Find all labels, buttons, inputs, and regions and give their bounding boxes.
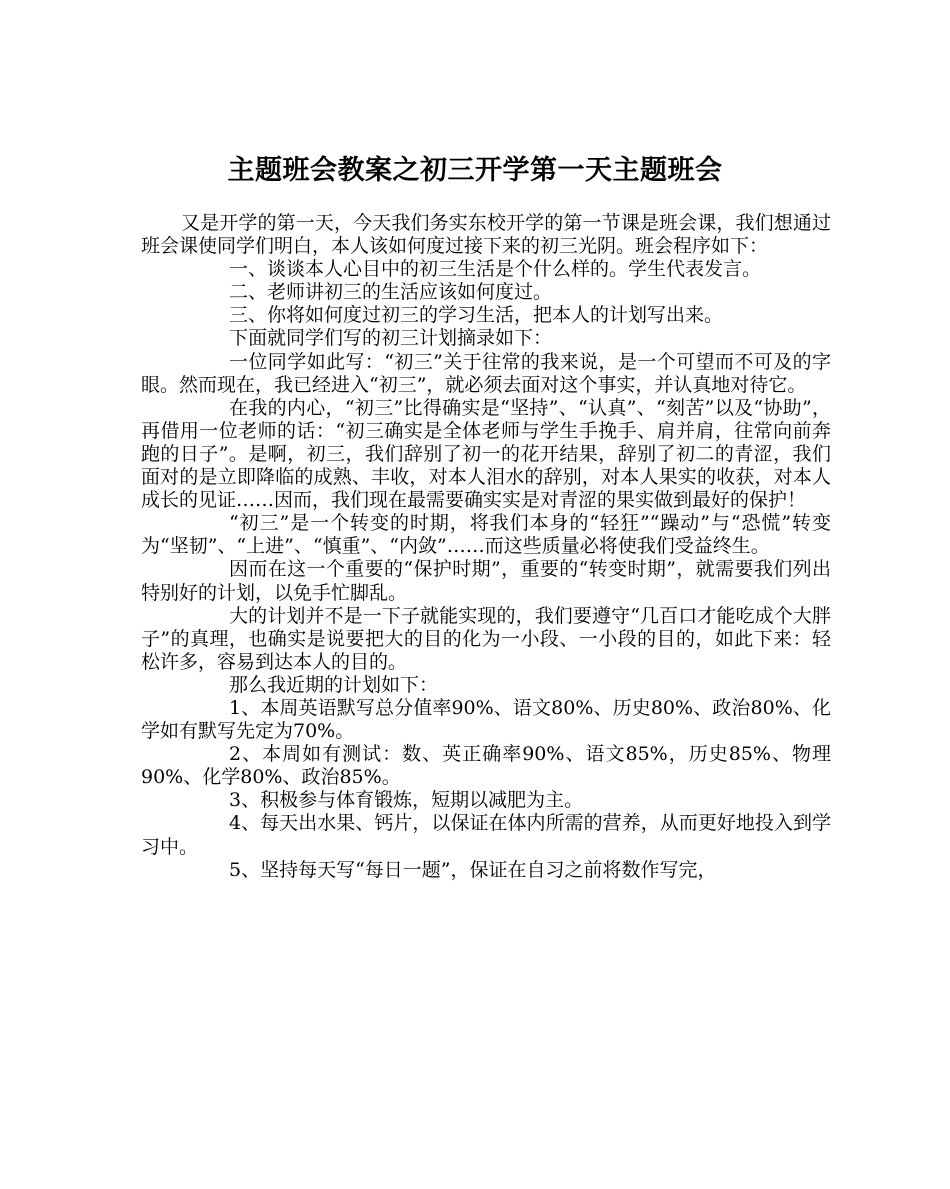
paragraph-inner-thoughts: 在我的内心，“初三”比得确实是“坚持”、“认真”、“刻苦”以及“协助”，再借用一位老师的话：“初三确实是全体老师与学生手挽手、肩并肩，往常向前奔跑的日子”。是啊，初三，我们辞别了初一的花开结果，辞别了初二的青涩，我们面对的是立即降临的成熟、丰收，对本人泪水的辞别，对本人果实的收获，对本人成长的见证……因而，我们现在最需要确实实是对青涩的果实做到最好的保护！ [141,396,831,512]
paragraph-intro: 又是开学的第一天，今天我们务实东校开学的第一节课是班会课，我们想通过班会课使同学们明白，本人该如何度过接下来的初三光阴。班会程序如下： [141,212,831,258]
paragraph-step-1: 一、谈谈本人心目中的初三生活是个什么样的。学生代表发言。 [229,258,762,281]
paragraph-step-3: 三、你将如何度过初三的学习生活，把本人的计划写出来。 [229,304,724,327]
paragraph-step-2: 二、老师讲初三的生活应该如何度过。 [229,281,553,304]
plan-item-4: 4、每天出水果、钙片，以保证在体内所需的营养，从而更好地投入到学习中。 [141,812,831,858]
paragraph-need-plan: 因而在这一个重要的“保护时期”，重要的“转变时期”，就需要我们列出特别好的计划，以免手忙脚乱。 [141,558,831,604]
paragraph-transition-period: “初三”是一个转变的时期，将我们本身的“轻狂”“躁动”与“恐慌”转变为“坚韧”、“上进”、“慎重”、“内敛”……而这些质量必将使我们受益终生。 [141,512,831,558]
plan-item-1: 1、本周英语默写总分值率90%、语文80%、历史80%、政治80%、化学如有默写先定为70%。 [141,696,831,743]
plan-item-3: 3、积极参与体育锻炼，短期以减肥为主。 [229,789,584,812]
document-body [141,212,831,882]
plan-item-2: 2、本周如有测试：数、英正确率90%、语文85%，历史85%、物理90%、化学80%、政治85%。 [141,743,831,789]
plan-item-5: 5、坚持每天写“每日一题”，保证在自习之前将数作写完， [229,858,717,881]
paragraph-excerpt-intro: 下面就同学们写的初三计划摘录如下： [229,327,553,350]
paragraph-plan-heading: 那么我近期的计划如下： [229,673,439,696]
paragraph-big-plan: 大的计划并不是一下子就能实现的，我们要遵守“几百口才能吃成个大胖子”的真理，也确实是说要把大的目的化为一小段、一小段的目的，如此下来：轻松许多，容易到达本人的目的。 [141,604,831,673]
paragraph-student-quote: 一位同学如此写：“初三”关于往常的我来说，是一个可望而不可及的字眼。然而现在，我已经进入“初三”，就必须去面对这个事实，并认真地对待它。 [141,350,831,396]
document-title: 主题班会教案之初三开学第一天主题班会 [227,155,723,187]
